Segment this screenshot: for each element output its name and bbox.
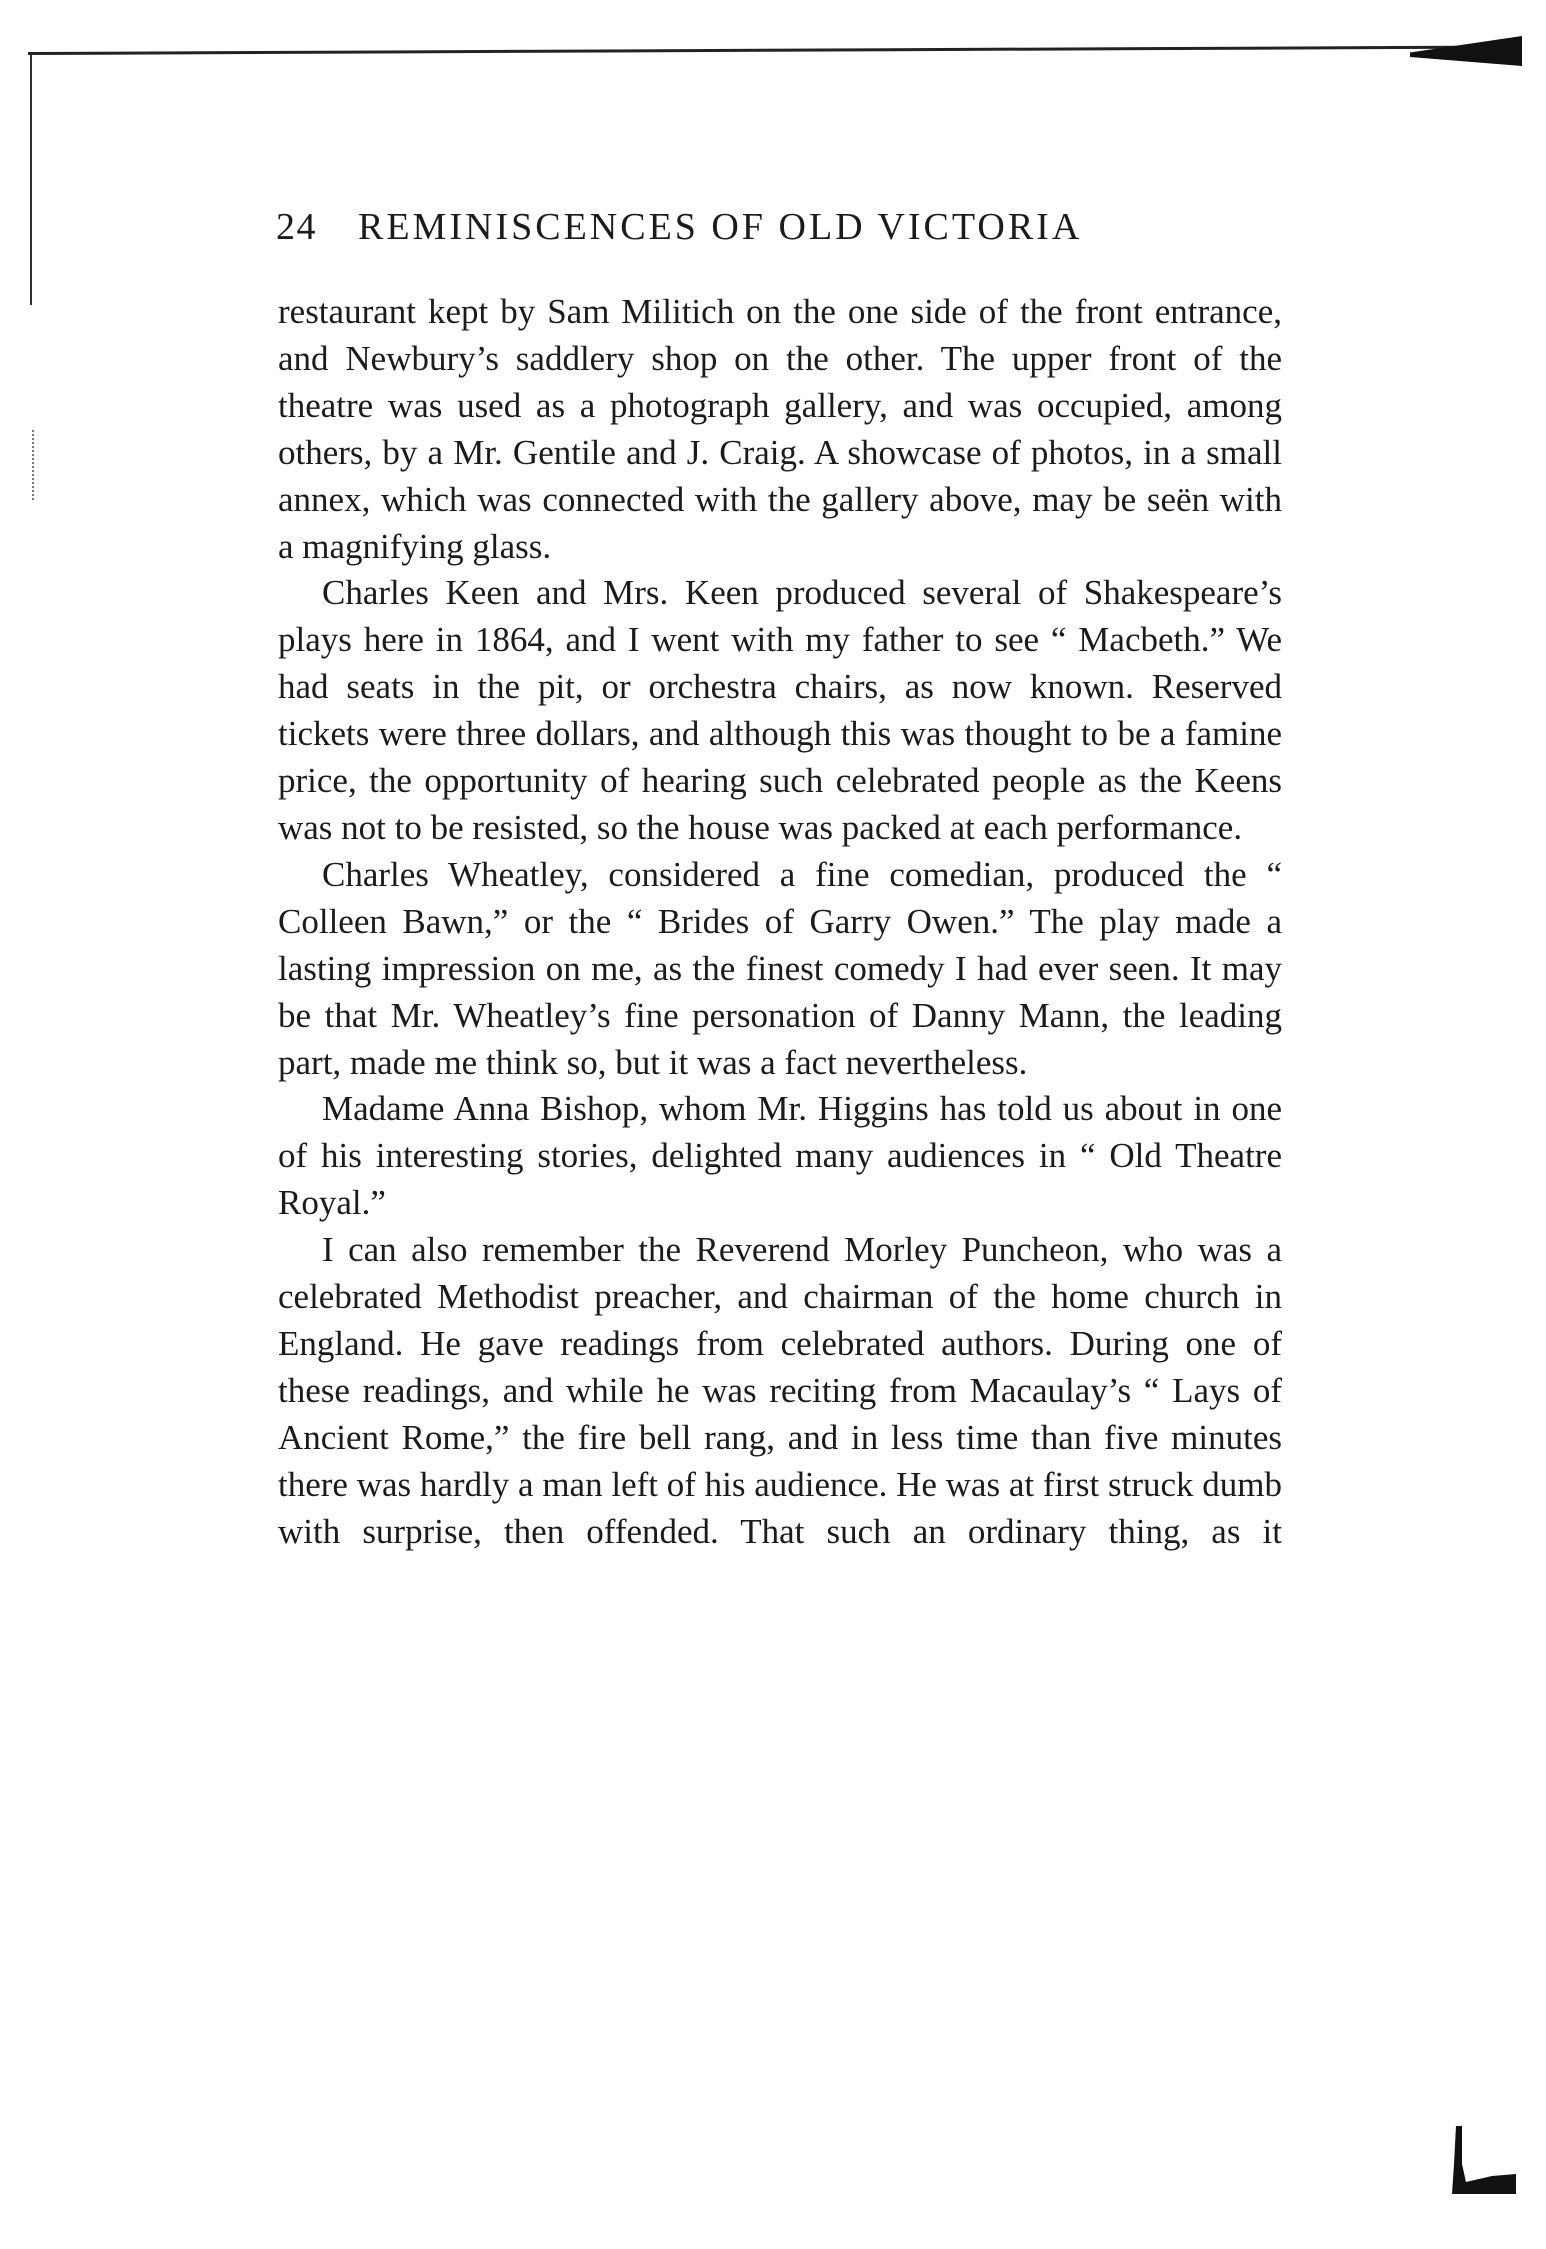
- paragraph: Madame Anna Bishop, whom Mr. Higgins has told us about in one of his interesting stories, delighted many audiences in “ Old Theatre Royal.”: [278, 1089, 1282, 1223]
- scan-artifact-left-dots: [32, 430, 36, 500]
- page-number: 24: [276, 206, 317, 248]
- running-title: REMINISCENCES OF OLD VICTORIA: [358, 206, 1083, 248]
- scan-corner-mark: [1448, 2124, 1518, 2194]
- book-page: [278, 205, 1282, 1555]
- running-head: [276, 205, 1282, 249]
- paragraph: Charles Keen and Mrs. Keen produced several of Shakespeare’s plays here in 1864, and I went with my father to see “ Macbeth.” We had seats in the pit, or orchestra chairs, as now known. Reserved tickets were three dollars, and although this was thought to be a famine price, the opportunity of hearing such celebrated people as the Keens was not to be resisted, so the house was packed at each performance.: [278, 573, 1282, 847]
- scan-border-top: [28, 45, 1520, 55]
- scan-artifact-top-right: [1410, 36, 1522, 66]
- paragraph: Charles Wheatley, considered a fine comedian, produced the “ Colleen Bawn,” or the “ Brides of Garry Owen.” The play made a lasting impression on me, as the finest comedy I had ever seen. It may be that Mr. Wheatley’s fine personation of Danny Mann, the leading part, made me think so, but it was a fact nevertheless.: [278, 854, 1282, 1082]
- paragraph: I can also remember the Reverend Morley Puncheon, who was a celebrated Methodist preacher, and chairman of the home church in England. He gave readings from celebrated authors. During one of these readings, and while he was reciting from Macaulay’s “ Lays of Ancient Rome,” the fire bell rang, and in less time than five minutes there was hardly a man left of his audience. He was at first struck dumb with surprise, then offended. That such an ordinary thing, as it: [278, 1230, 1282, 1551]
- paragraph: restaurant kept by Sam Militich on the one side of the front entrance, and Newbury’s saddlery shop on the other. The upper front of the theatre was used as a photograph gallery, and was occupied, among others, by a Mr. Gentile and J. Craig. A showcase of photos, in a small annex, which was connected with the gallery above, may be seën with a magnifying glass.: [278, 292, 1282, 566]
- scan-border-left: [30, 55, 32, 305]
